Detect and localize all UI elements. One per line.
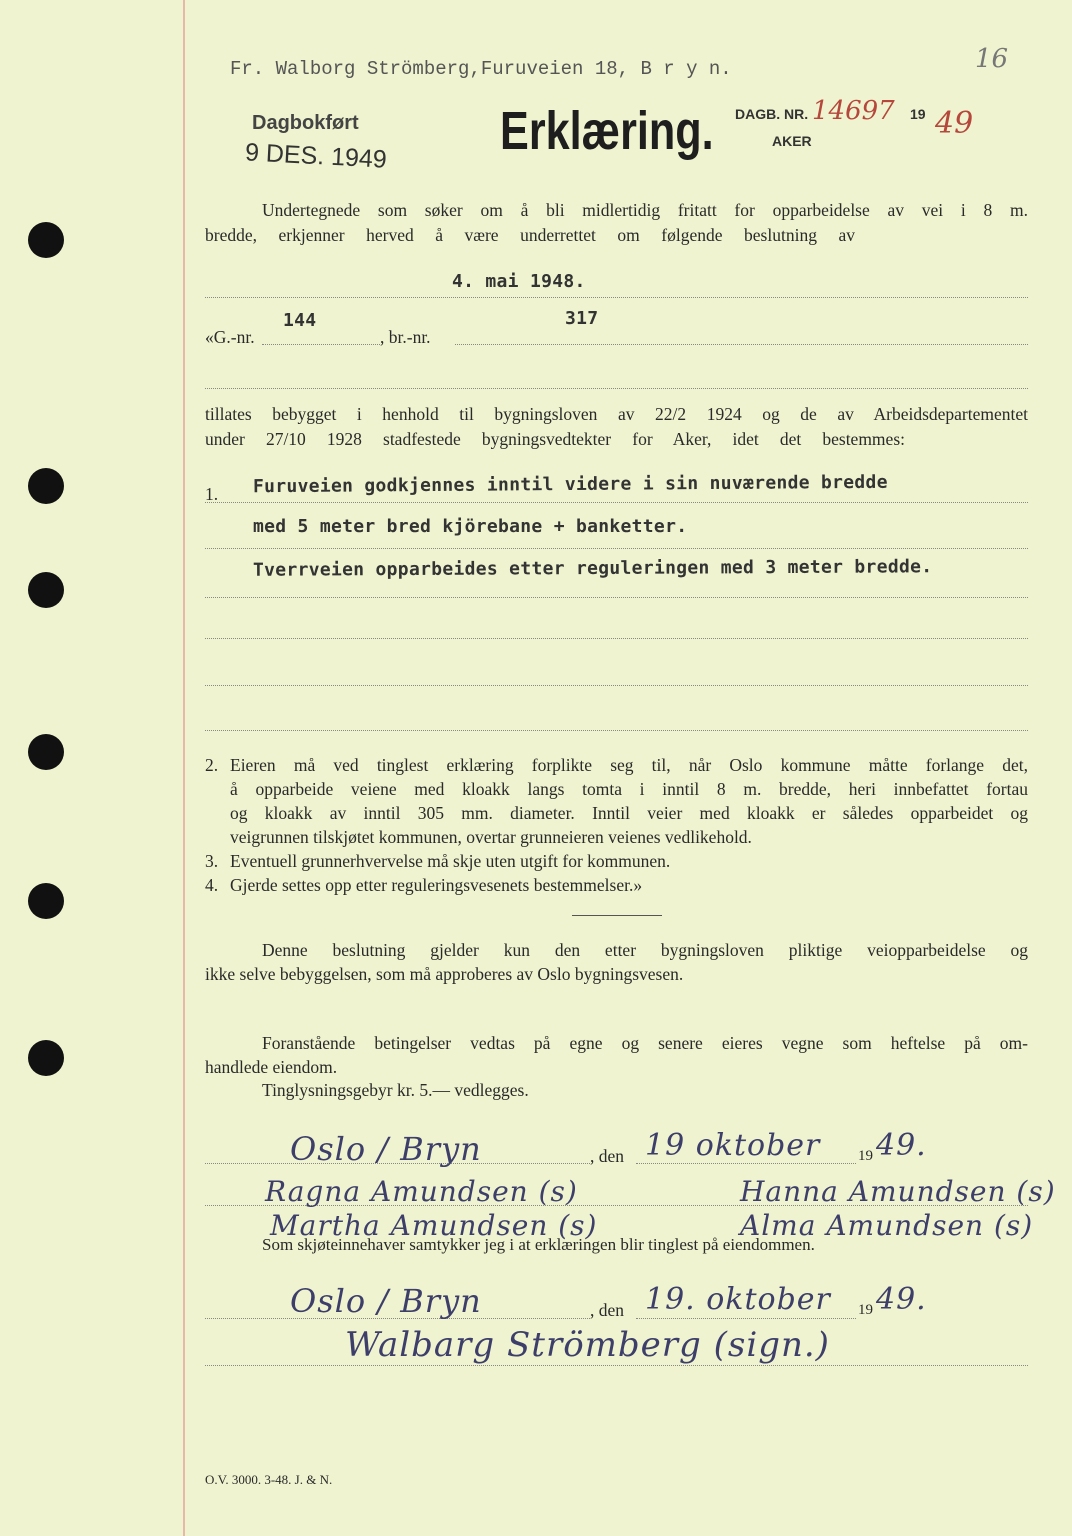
year-prefix: 19 — [858, 1148, 873, 1164]
dagb-year: 49 — [935, 106, 974, 141]
punch-hole — [28, 734, 64, 770]
handwritten-place: Oslo / Bryn — [290, 1130, 482, 1168]
decision-date: 4. mai 1948. — [452, 271, 586, 292]
item-line: å opparbeide veiene med kloakk langs tomta i inntil 8 m. bredde, heri innbefattet fortau — [230, 779, 1028, 799]
item-line: Eieren må ved tinglest erklæring forplikte seg til, når Oslo kommune måtte forlange det, — [230, 755, 1028, 775]
notice-line: ikke selve bebyggelsen, som må approberes av Oslo bygningsvesen. — [205, 964, 684, 984]
punch-hole — [28, 883, 64, 919]
dagb-label: DAGB. NR. — [735, 106, 809, 122]
dagb-year-prefix: 19 — [910, 106, 926, 122]
item-number: 1. — [205, 484, 219, 504]
signature: Hanna Amundsen (s) — [740, 1175, 1056, 1208]
permit-line: under 27/10 1928 stadfestede bygningsvedtekter for Aker, idet det bestemmes: — [205, 429, 905, 449]
dotted-line — [205, 685, 1028, 686]
permit-line: tillates bebygget i henhold til bygningsloven av 22/2 1924 og de av Arbeidsdepartementet — [205, 404, 1028, 424]
dagb-number: 14697 — [812, 96, 895, 126]
gnr-value: 144 — [283, 310, 317, 331]
year-prefix: 19 — [858, 1302, 873, 1318]
item-number: 2. — [205, 755, 219, 775]
den-label: , den — [590, 1300, 625, 1320]
den-label: , den — [590, 1146, 625, 1166]
divider — [572, 915, 662, 916]
dotted-line — [636, 1318, 856, 1319]
stamp-label: Dagbokført — [252, 112, 359, 134]
typed-line: Furuveien godkjennes inntil videre i sin nuværende bredde — [252, 471, 888, 498]
dotted-line — [205, 548, 1028, 549]
handwritten-date: 19. oktober — [645, 1282, 831, 1317]
dotted-line — [205, 597, 1028, 598]
item-line: Gjerde settes opp etter reguleringsvesenets bestemmelser.» — [230, 875, 643, 895]
typed-line: med 5 meter bred kjörebane + banketter. — [253, 516, 688, 537]
dotted-line — [205, 730, 1028, 731]
handwritten-year: 49. — [876, 1128, 927, 1163]
signature: Walbarg Strömberg (sign.) — [345, 1325, 830, 1365]
signature: Martha Amundsen (s) — [270, 1209, 598, 1242]
typed-sender: Fr. Walborg Strömberg,Furuveien 18, B r y n. — [230, 58, 732, 80]
dotted-line — [205, 502, 1028, 503]
conditions-line: handlede eiendom. — [205, 1057, 338, 1077]
dotted-line — [205, 1365, 1028, 1366]
item-line: veigrunnen tilskjøtet kommunen, overtar grunneieren veienes vedlikehold. — [230, 827, 752, 847]
intro-line: bredde, erkjenner herved å være underrettet om følgende beslutning av — [205, 225, 855, 245]
notice-line: Denne beslutning gjelder kun den etter bygningsloven pliktige veiopparbeidelse og — [262, 940, 1028, 960]
dotted-line — [636, 1163, 856, 1164]
handwritten-year: 49. — [876, 1282, 927, 1317]
punch-hole — [28, 468, 64, 504]
margin-rule — [183, 0, 185, 1536]
signature: Alma Amundsen (s) — [740, 1209, 1034, 1242]
consent-line: Som skjøteinnehaver samtykker jeg i at erklæringen blir tinglest på eiendommen. — [262, 1235, 815, 1254]
punch-hole — [28, 1040, 64, 1076]
signature: Ragna Amundsen (s) — [265, 1175, 578, 1208]
fee-line: Tinglysningsgebyr kr. 5.— vedlegges. — [262, 1080, 529, 1100]
stamp-date: 9 DES. 1949 — [244, 138, 388, 174]
dagb-place: AKER — [772, 133, 812, 149]
document-title: Erklæring. — [500, 101, 714, 161]
brnr-value: 317 — [565, 308, 599, 329]
dotted-line — [205, 388, 1028, 389]
gnr-label: «G.-nr. — [205, 327, 255, 347]
brnr-label: , br.-nr. — [380, 327, 431, 347]
page-mark: 16 — [975, 44, 1009, 74]
dotted-line — [455, 344, 1028, 345]
dotted-line — [262, 344, 380, 345]
punch-hole — [28, 572, 64, 608]
punch-hole — [28, 222, 64, 258]
handwritten-date: 19 oktober — [645, 1128, 821, 1163]
item-line: Eventuell grunnerhvervelse må skje uten utgift for kommunen. — [230, 851, 671, 871]
handwritten-place: Oslo / Bryn — [290, 1282, 482, 1320]
conditions-line: Foranstående betingelser vedtas på egne og senere eieres vegne som heftelse på om- — [262, 1033, 1028, 1053]
typed-line: Tverrveien opparbeides etter reguleringen med 3 meter bredde. — [252, 556, 933, 581]
intro-line: Undertegnede som søker om å bli midlertidig fritatt for opparbeidelse av vei i 8 m. — [262, 200, 1028, 220]
item-number: 4. — [205, 875, 219, 895]
item-number: 3. — [205, 851, 219, 871]
item-line: og kloakk av inntil 305 mm. diameter. Inntil veier med kloakk er således opparbeidet og — [230, 803, 1028, 823]
form-footer: O.V. 3000. 3-48. J. & N. — [205, 1472, 333, 1487]
dotted-line — [205, 638, 1028, 639]
dotted-line — [205, 297, 1028, 298]
